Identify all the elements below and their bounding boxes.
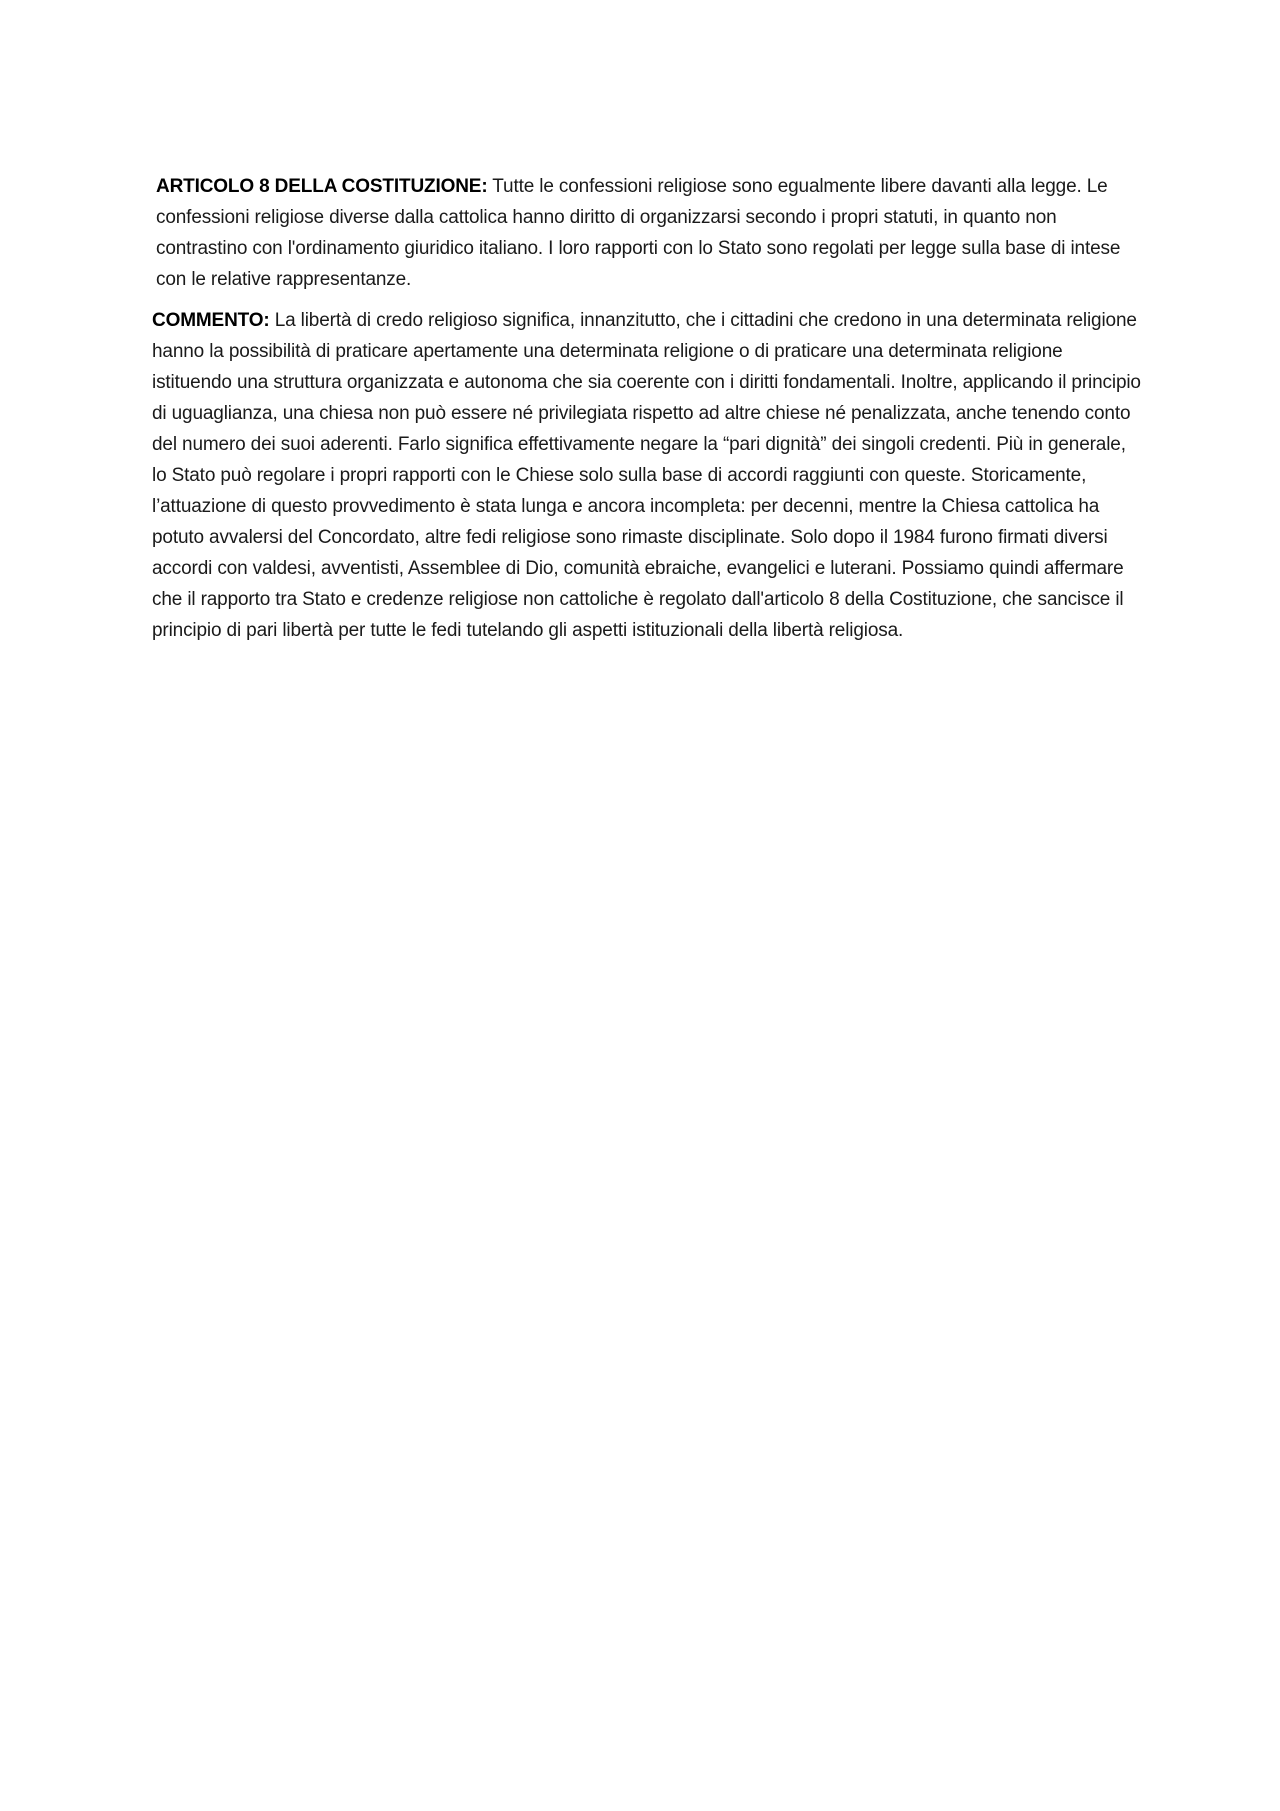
comment-text: La libertà di credo religioso significa, innanzitutto, che i cittadini che credono in una determinata religione hanno la possibilità di praticare apertamente una determinata religione o di praticare una determinata religione istituendo una struttura organizzata e autonoma che sia coerente con i diritti fondamentali. Inoltre, applicando il principio di uguaglianza, una chiesa non può essere né privilegiata rispetto ad altre chiese né penalizzata, anche tenendo conto del numero dei suoi aderenti. Farlo significa effettivamente negare la “pari dignità” dei singoli credenti. Più in generale, lo Stato può regolare i propri rapporti con le Chiese solo sulla base di accordi raggiunti con queste. Storicamente, l’attuazione di questo provvedimento è stata lunga e ancora incompleta: per decenni, mentre la Chiesa cattolica ha potuto avvalersi del Concordato, altre fedi religiose sono rimaste disciplinate. Solo dopo il 1984 furono firmati diversi accordi con valdesi, avventisti, Assemblee di Dio, comunità ebraiche, evangelici e luterani. Possiamo quindi affermare che il rapporto tra Stato e credenze religiose non cattoliche è regolato dall'articolo 8 della Costituzione, che sancisce il principio di pari libertà per tutte le fedi tutelando gli aspetti istituzionali della libertà religiosa.	[152, 310, 1141, 641]
article-text: Tutte le confessioni religiose sono egualmente libere davanti alla legge. Le confessioni religiose diverse dalla cattolica hanno diritto di organizzarsi secondo i propri statuti, in quanto non contrastino con l'ordinamento giuridico italiano. I loro rapporti con lo Stato sono regolati per legge sulla base di intese con le relative rappresentanze.	[156, 176, 1121, 290]
comment-paragraph	[152, 305, 1142, 646]
document-body	[152, 171, 1142, 646]
article-label: ARTICOLO 8 DELLA COSTITUZIONE:	[156, 176, 488, 197]
comment-label: COMMENTO:	[152, 310, 270, 331]
article-paragraph	[152, 171, 1142, 295]
